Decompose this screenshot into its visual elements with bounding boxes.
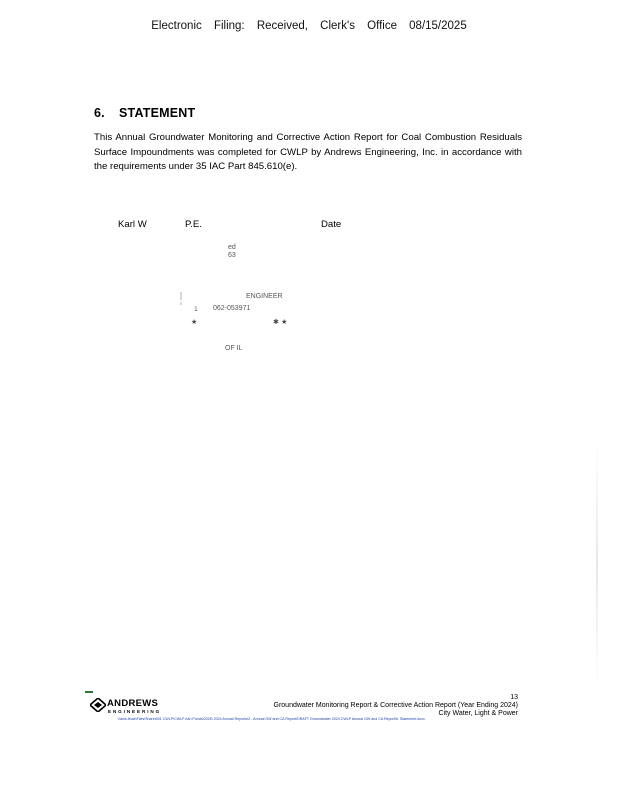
logo-subtitle: ENGINEERING [108, 709, 162, 714]
seal-engineer-text: ENGINEER [246, 293, 283, 300]
date-label: Date [321, 219, 342, 230]
statement-paragraph: This Annual Groundwater Monitoring and Corrective Action Report for Coal Combustion Residuals Surface Impoundments was completed for CWLP by Andrews Engineering, Inc. in accordance with the requirements under 35 IAC Part 845.610(e). [94, 132, 522, 173]
signer-credential: P.E. [185, 219, 202, 230]
andrews-logo-icon [90, 698, 106, 712]
section-number: 6. [94, 106, 105, 120]
section-heading [94, 106, 195, 120]
seal-star-icon: ✱ ★ [273, 318, 288, 326]
signature-row [0, 219, 618, 233]
filing-header: Electronic Filing: Received, Clerk's Office 08/15/2025 [151, 20, 467, 32]
seal-state-text: OF IL [225, 345, 243, 352]
signer-name: Karl W [118, 219, 147, 230]
page-edge-shadow [596, 440, 598, 690]
logo-wordmark: ANDREWS [107, 698, 159, 709]
page-number: 13 [510, 694, 518, 701]
seal-star-icon: ★ [191, 318, 198, 326]
footer-accent-rule [85, 691, 93, 693]
seal-license-number: 062-053971 [213, 305, 251, 312]
seal-text-fragment: ed [228, 244, 236, 251]
footer-report-title: Groundwater Monitoring Report & Corrective Action Report (Year Ending 2024) [273, 702, 518, 709]
seal-mark: 1 [194, 306, 198, 313]
section-title: STATEMENT [119, 106, 196, 120]
footer-file-path-link[interactable]: \\aeis-fs\ae\Files\Shared\01 CWLP\CWLP Ash Ponds\2025\ 2024 Annual Reports\2 - Annual GW and CA Report\DRAFT Groundwater 2024 CWLP Annual GW and CA Report\6. Statement.docx [118, 717, 425, 721]
seal-text-fragment: 63 [228, 252, 236, 259]
footer-client: City Water, Light & Power [438, 710, 518, 717]
